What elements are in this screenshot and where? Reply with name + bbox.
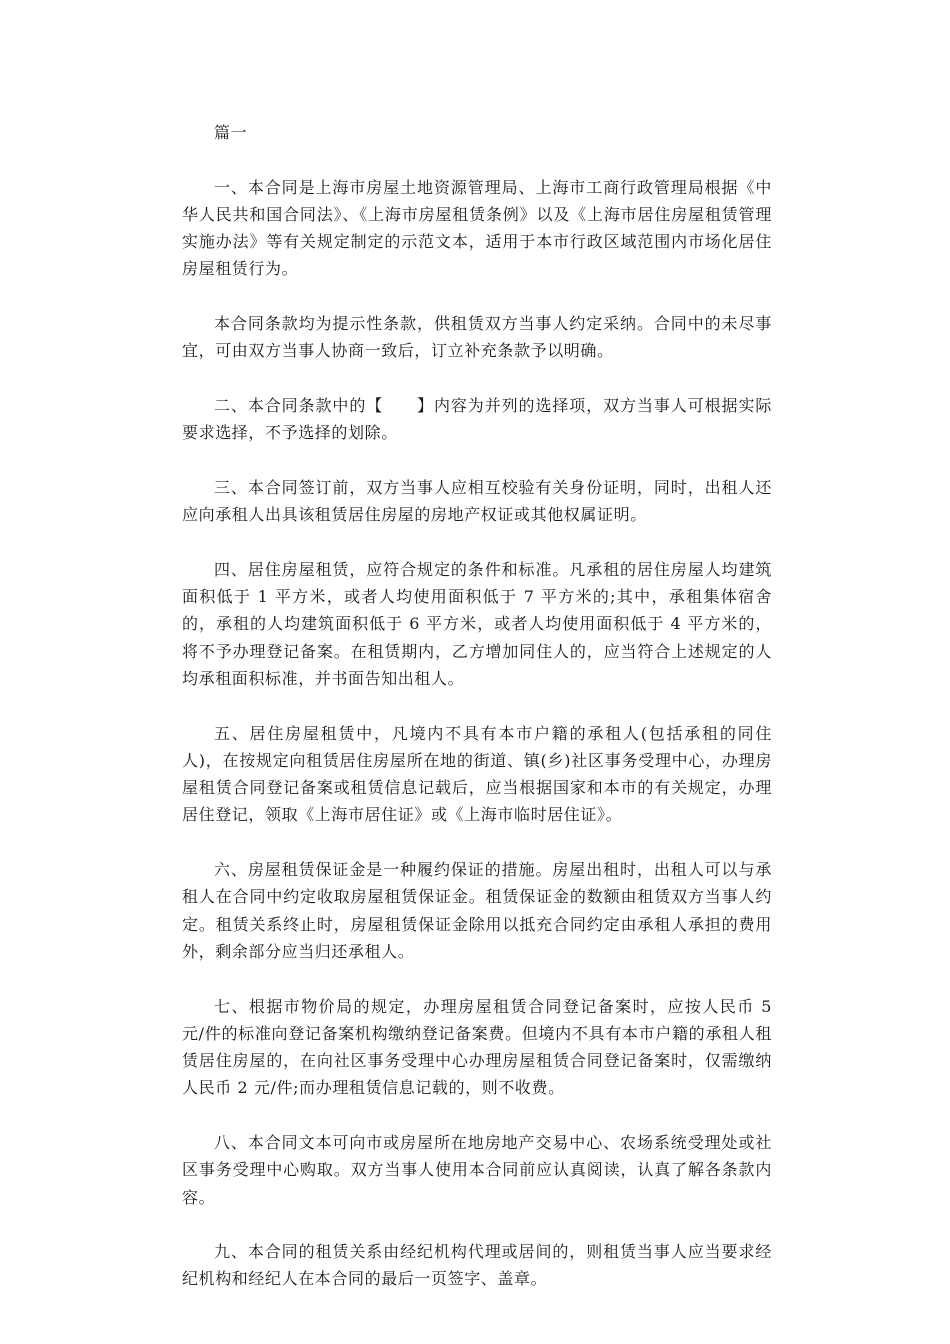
paragraph-5: 四、居住房屋租赁，应符合规定的条件和标准。凡承租的居住房屋人均建筑面积低于 1 平方米，或者人均使用面积低于 7 平方米的;其中，承租集体宿舍的，承租的人均建筑面积低于 6 平方米，或者人均使用面积低于 4 平方米的，将不予办理登记备案。在租赁期内，乙方增加同住人的，应当符合上述规定的人均承租面积标准，并书面告知出租人。 bbox=[182, 559, 772, 688]
paragraph-3: 二、本合同条款中的【 】内容为并列的选择项，双方当事人可根据实际要求选择，不予选择的划除。 bbox=[182, 395, 772, 443]
paragraph-8: 七、根据市物价局的规定，办理房屋租赁合同登记备案时，应按人民币 5 元/件的标准向登记备案机构缴纳登记备案费。但境内不具有本市户籍的承租人租赁居住房屋的，在向社区事务受理中心办理房屋租赁合同登记备案时，仅需缴纳人民币 2 元/件;而办理租赁信息记载的，则不收费。 bbox=[182, 996, 772, 1098]
paragraph-2: 本合同条款均为提示性条款，供租赁双方当事人约定采纳。合同中的未尽事宜，可由双方当事人协商一致后，订立补充条款予以明确。 bbox=[182, 314, 772, 361]
paragraph-9: 八、本合同文本可向市或房屋所在地房地产交易中心、农场系统受理处或社区事务受理中心购取。双方当事人使用本合同前应认真阅读，认真了解各条款内容。 bbox=[182, 1132, 772, 1207]
section-heading: 篇一 bbox=[214, 123, 248, 142]
paragraph-1: 一、本合同是上海市房屋土地资源管理局、上海市工商行政管理局根据《中华人民共和国合同法》、《上海市房屋租赁条例》以及《上海市居住房屋租赁管理实施办法》等有关规定制定的示范文本，适用于本市行政区域范围内市场化居住房屋租赁行为。 bbox=[182, 177, 772, 279]
paragraph-7: 六、房屋租赁保证金是一种履约保证的措施。房屋出租时，出租人可以与承租人在合同中约定收取房屋租赁保证金。租赁保证金的数额由租赁双方当事人约定。租赁关系终止时，房屋租赁保证金除用以抵充合同约定由承租人承担的费用外，剩余部分应当归还承租人。 bbox=[182, 860, 772, 961]
paragraph-4: 三、本合同签订前，双方当事人应相互校验有关身份证明，同时，出租人还应向承租人出具该租赁居住房屋的房地产权证或其他权属证明。 bbox=[182, 477, 772, 525]
paragraph-10: 九、本合同的租赁关系由经纪机构代理或居间的，则租赁当事人应当要求经纪机构和经纪人在本合同的最后一页签字、盖章。 bbox=[182, 1242, 772, 1289]
paragraph-6: 五、居住房屋租赁中，凡境内不具有本市户籍的承租人(包括承租的同住人)，在按规定向租赁居住房屋所在地的街道、镇(乡)社区事务受理中心，办理房屋租赁合同登记备案或租赁信息记载后，应当根据国家和本市的有关规定，办理居住登记，领取《上海市居住证》或《上海市临时居住证》。 bbox=[182, 723, 772, 825]
document-body bbox=[182, 119, 772, 1320]
